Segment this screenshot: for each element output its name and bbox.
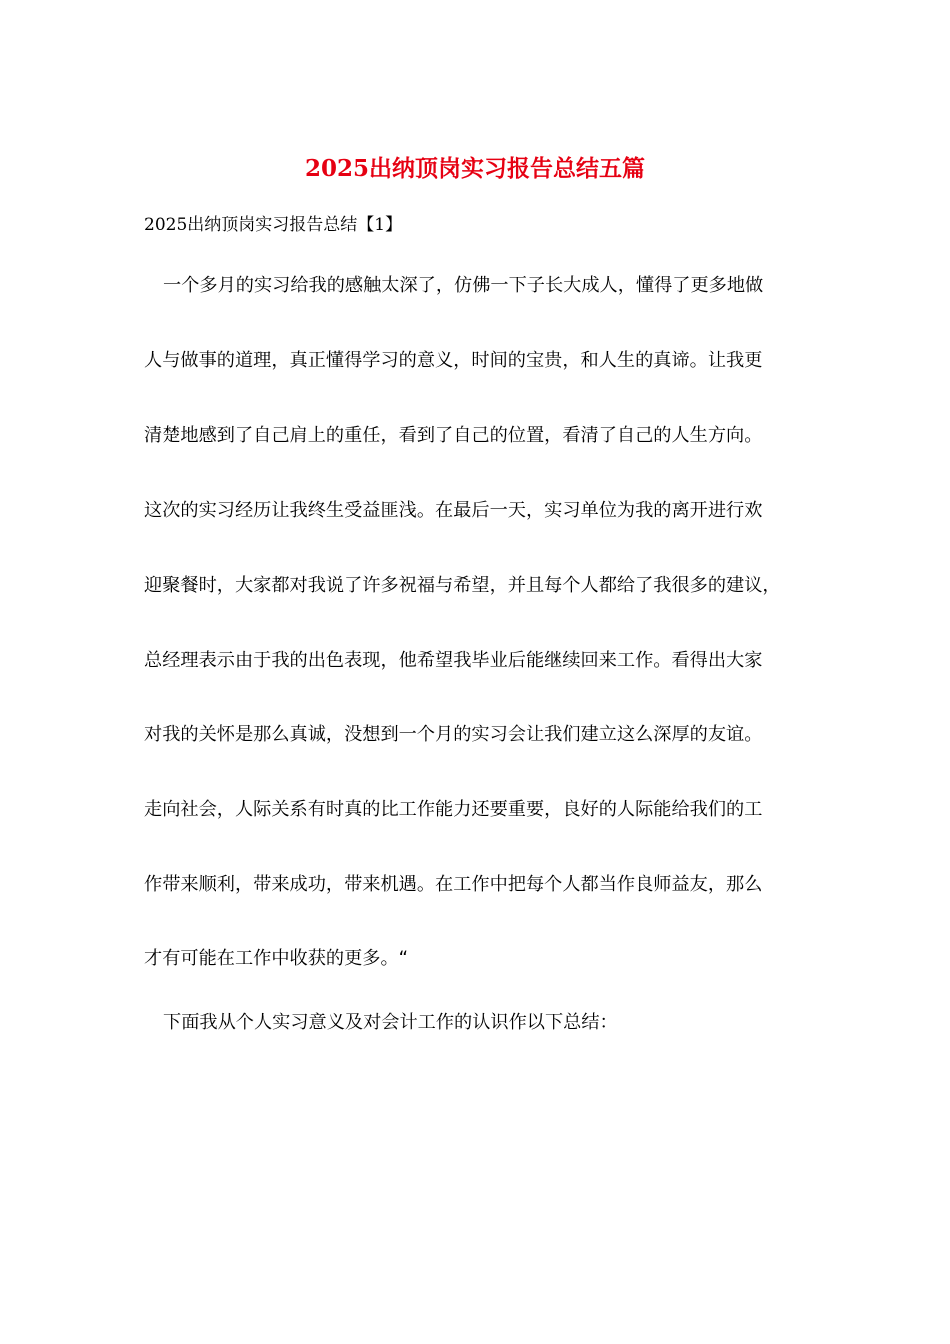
paragraph-line: 作带来顺利，带来成功，带来机遇。在工作中把每个人都当作良师益友，那么 [144, 874, 763, 895]
paragraph-line: 迎聚餐时，大家都对我说了许多祝福与希望，并且每个人都给了我很多的建议， [144, 575, 781, 596]
document-title: 2025出纳顶岗实习报告总结五篇 [304, 155, 645, 182]
paragraph-line: 这次的实习经历让我终生受益匪浅。在最后一天，实习单位为我的离开进行欢 [144, 500, 763, 521]
section-heading: 2025出纳顶岗实习报告总结【1】 [144, 215, 403, 235]
closing-line: 下面我从个人实习意义及对会计工作的认识作以下总结： [163, 1012, 618, 1033]
paragraph-line: 总经理表示由于我的出色表现，他希望我毕业后能继续回来工作。看得出大家 [144, 650, 763, 671]
paragraph-line: 一个多月的实习给我的感触太深了，仿佛一下子长大成人，懂得了更多地做 [163, 275, 764, 296]
paragraph-line: 对我的关怀是那么真诚，没想到一个月的实习会让我们建立这么深厚的友谊。 [144, 724, 763, 745]
paragraph-line: 才有可能在工作中收获的更多。“ [144, 948, 409, 969]
paragraph-line: 走向社会，人际关系有时真的比工作能力还要重要，良好的人际能给我们的工 [144, 799, 763, 820]
paragraph-line: 人与做事的道理，真正懂得学习的意义，时间的宝贵，和人生的真谛。让我更 [144, 350, 763, 371]
paragraph-line: 清楚地感到了自己肩上的重任，看到了自己的位置，看清了自己的人生方向。 [144, 425, 763, 446]
